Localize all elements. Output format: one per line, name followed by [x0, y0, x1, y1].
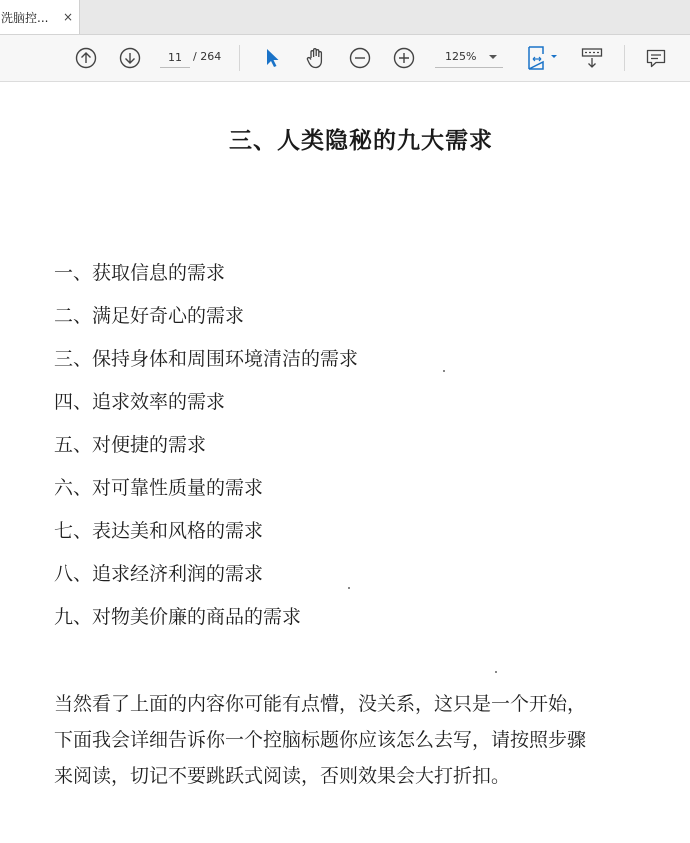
paragraph-line: 当然看了上面的内容你可能有点懵，没关系，这只是一个开始，: [54, 693, 587, 715]
body-paragraph: [54, 686, 674, 794]
fit-width-icon: [524, 45, 560, 71]
comment-button[interactable]: [643, 45, 669, 71]
zoom-value: 125%: [445, 50, 477, 63]
paragraph-line: 来阅读，切记不要跳跃式阅读，否则效果会大打折扣。: [54, 765, 511, 787]
next-page-button[interactable]: [117, 45, 143, 71]
select-cursor-icon: [262, 47, 282, 69]
hand-tool-button[interactable]: [303, 45, 329, 71]
fit-page-button[interactable]: [522, 45, 562, 71]
list-item: 八、追求经济利润的需求: [54, 563, 264, 585]
zoom-in-icon: [393, 47, 415, 69]
list-item: 三、保持身体和周围环境清洁的需求: [54, 348, 359, 370]
arrow-down-circle-icon: [119, 47, 141, 69]
zoom-out-icon: [349, 47, 371, 69]
toolbar: [0, 35, 690, 82]
scan-speck: [443, 370, 445, 372]
toolbar-divider: [624, 45, 625, 71]
zoom-in-button[interactable]: [391, 45, 417, 71]
document-page: [0, 82, 690, 843]
tab-bar: [0, 0, 690, 35]
needs-list: [54, 260, 358, 647]
close-icon[interactable]: ×: [63, 10, 74, 24]
paragraph-line: 下面我会详细告诉你一个控脑标题你应该怎么去写，请按照步骤: [54, 729, 587, 751]
previous-page-button[interactable]: [73, 45, 99, 71]
zoom-dropdown[interactable]: [435, 47, 503, 68]
list-item: 七、表达美和风格的需求: [54, 520, 264, 542]
comment-icon: [645, 47, 667, 69]
chevron-down-icon: [489, 55, 497, 59]
zoom-out-button[interactable]: [347, 45, 373, 71]
hand-icon: [304, 46, 328, 70]
scroll-mode-button[interactable]: [579, 45, 605, 71]
list-item: 九、对物美价廉的商品的需求: [54, 606, 302, 628]
document-title: 三、人类隐秘的九大需求: [229, 127, 493, 154]
select-tool-button[interactable]: [259, 45, 285, 71]
page-total: / 264: [193, 50, 222, 63]
scroll-mode-icon: [580, 46, 604, 70]
list-item: 五、对便捷的需求: [54, 434, 207, 456]
scan-speck: [348, 587, 350, 589]
toolbar-divider: [239, 45, 240, 71]
list-item: 一、获取信息的需求: [54, 262, 226, 284]
list-item: 二、满足好奇心的需求: [54, 305, 245, 327]
list-item: 六、对可靠性质量的需求: [54, 477, 264, 499]
document-tab[interactable]: [0, 0, 80, 34]
arrow-up-circle-icon: [75, 47, 97, 69]
list-item: 四、追求效率的需求: [54, 391, 226, 413]
page-number-input[interactable]: [160, 47, 190, 68]
scan-speck: [495, 671, 497, 673]
tab-title[interactable]: 洗脑控...: [1, 10, 49, 25]
